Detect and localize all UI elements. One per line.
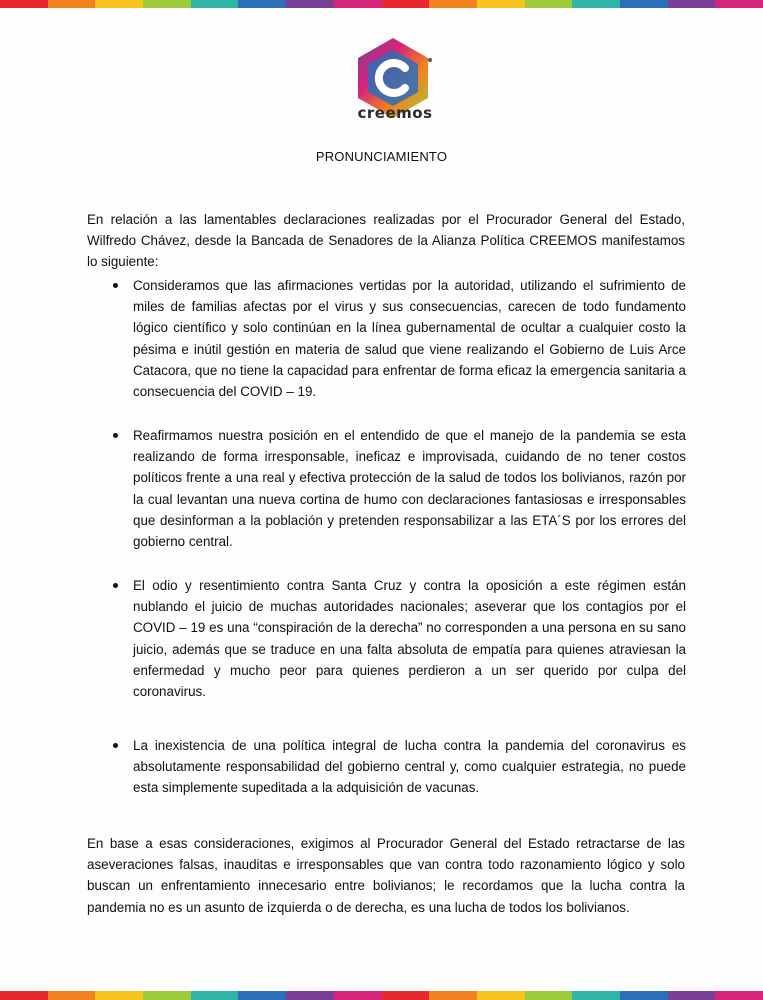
bullet-item: El odio y resentimiento contra Santa Cruz y contra la oposición a este régimen están nublando el juicio de muchas autoridades nacionales; aseverar que los contagios por el COVID – 19 es una “conspiración de la derecha” no corresponden a una persona en su sano juicio, además que se traduce en una falta absoluta de empatía para quienes atraviesan la enfermedad y mucho peor para quienes perdieron a un ser querido por culpa del coronavirus.	[133, 575, 686, 702]
intro-paragraph: En relación a las lamentables declaraciones realizadas por el Procurador General del Estado, Wilfredo Chávez, desde la Bancada de Senadores de la Alianza Política CREEMOS manifestamos lo siguiente:	[87, 212, 685, 270]
bullet-item: La inexistencia de una política integral de lucha contra la pandemia del coronavirus es absolutamente responsabilidad del gobierno central y, como cualquier estrategia, no puede esta simplemente supeditada a la adquisición de vacunas.	[133, 735, 686, 799]
document-title: PRONUNCIAMIENTO	[315, 149, 448, 164]
bottom-color-stripe	[0, 991, 763, 1000]
bullet-item: Consideramos que las afirmaciones vertidas por la autoridad, utilizando el sufrimiento de miles de familias afectas por el virus y sus consecuencias, carecen de todo fundamento lógico científico y solo continúan en la línea gubernamental de ocultar a cualquier costo la pésima e inútil gestión en materia de salud que viene realizando el Gobierno de Luis Arce Catacora, que no tiene la capacidad para enfrentar de forma eficaz la emergencia sanitaria a consecuencia del COVID – 19.	[133, 275, 686, 402]
brand-name: creemos	[357, 104, 433, 122]
top-color-stripe	[0, 0, 763, 8]
bullet-item: Reafirmamos nuestra posición en el entendido de que el manejo de la pandemia se esta realizando de forma irresponsable, ineficaz e improvisada, cuidando de no tener costos políticos frente a una real y efectiva protección de la salud de todos los bolivianos, razón por la cual levantan una nueva cortina de humo con declaraciones fantasiosas e irresponsables que desinforman a la población y pretenden responsabilizar a las ETA´S por los errores del gobierno central.	[133, 425, 686, 552]
closing-paragraph: En base a esas consideraciones, exigimos al Procurador General del Estado retractarse de las aseveraciones falsas, inauditas e irresponsables que van contra todo razonamiento lógico y solo buscan un enfrentamiento innecesario entre bolivianos; le recordamos que la lucha contra la pandemia no es un asunto de izquierda o de derecha, es una lucha de todos los bolivianos.	[87, 836, 685, 915]
